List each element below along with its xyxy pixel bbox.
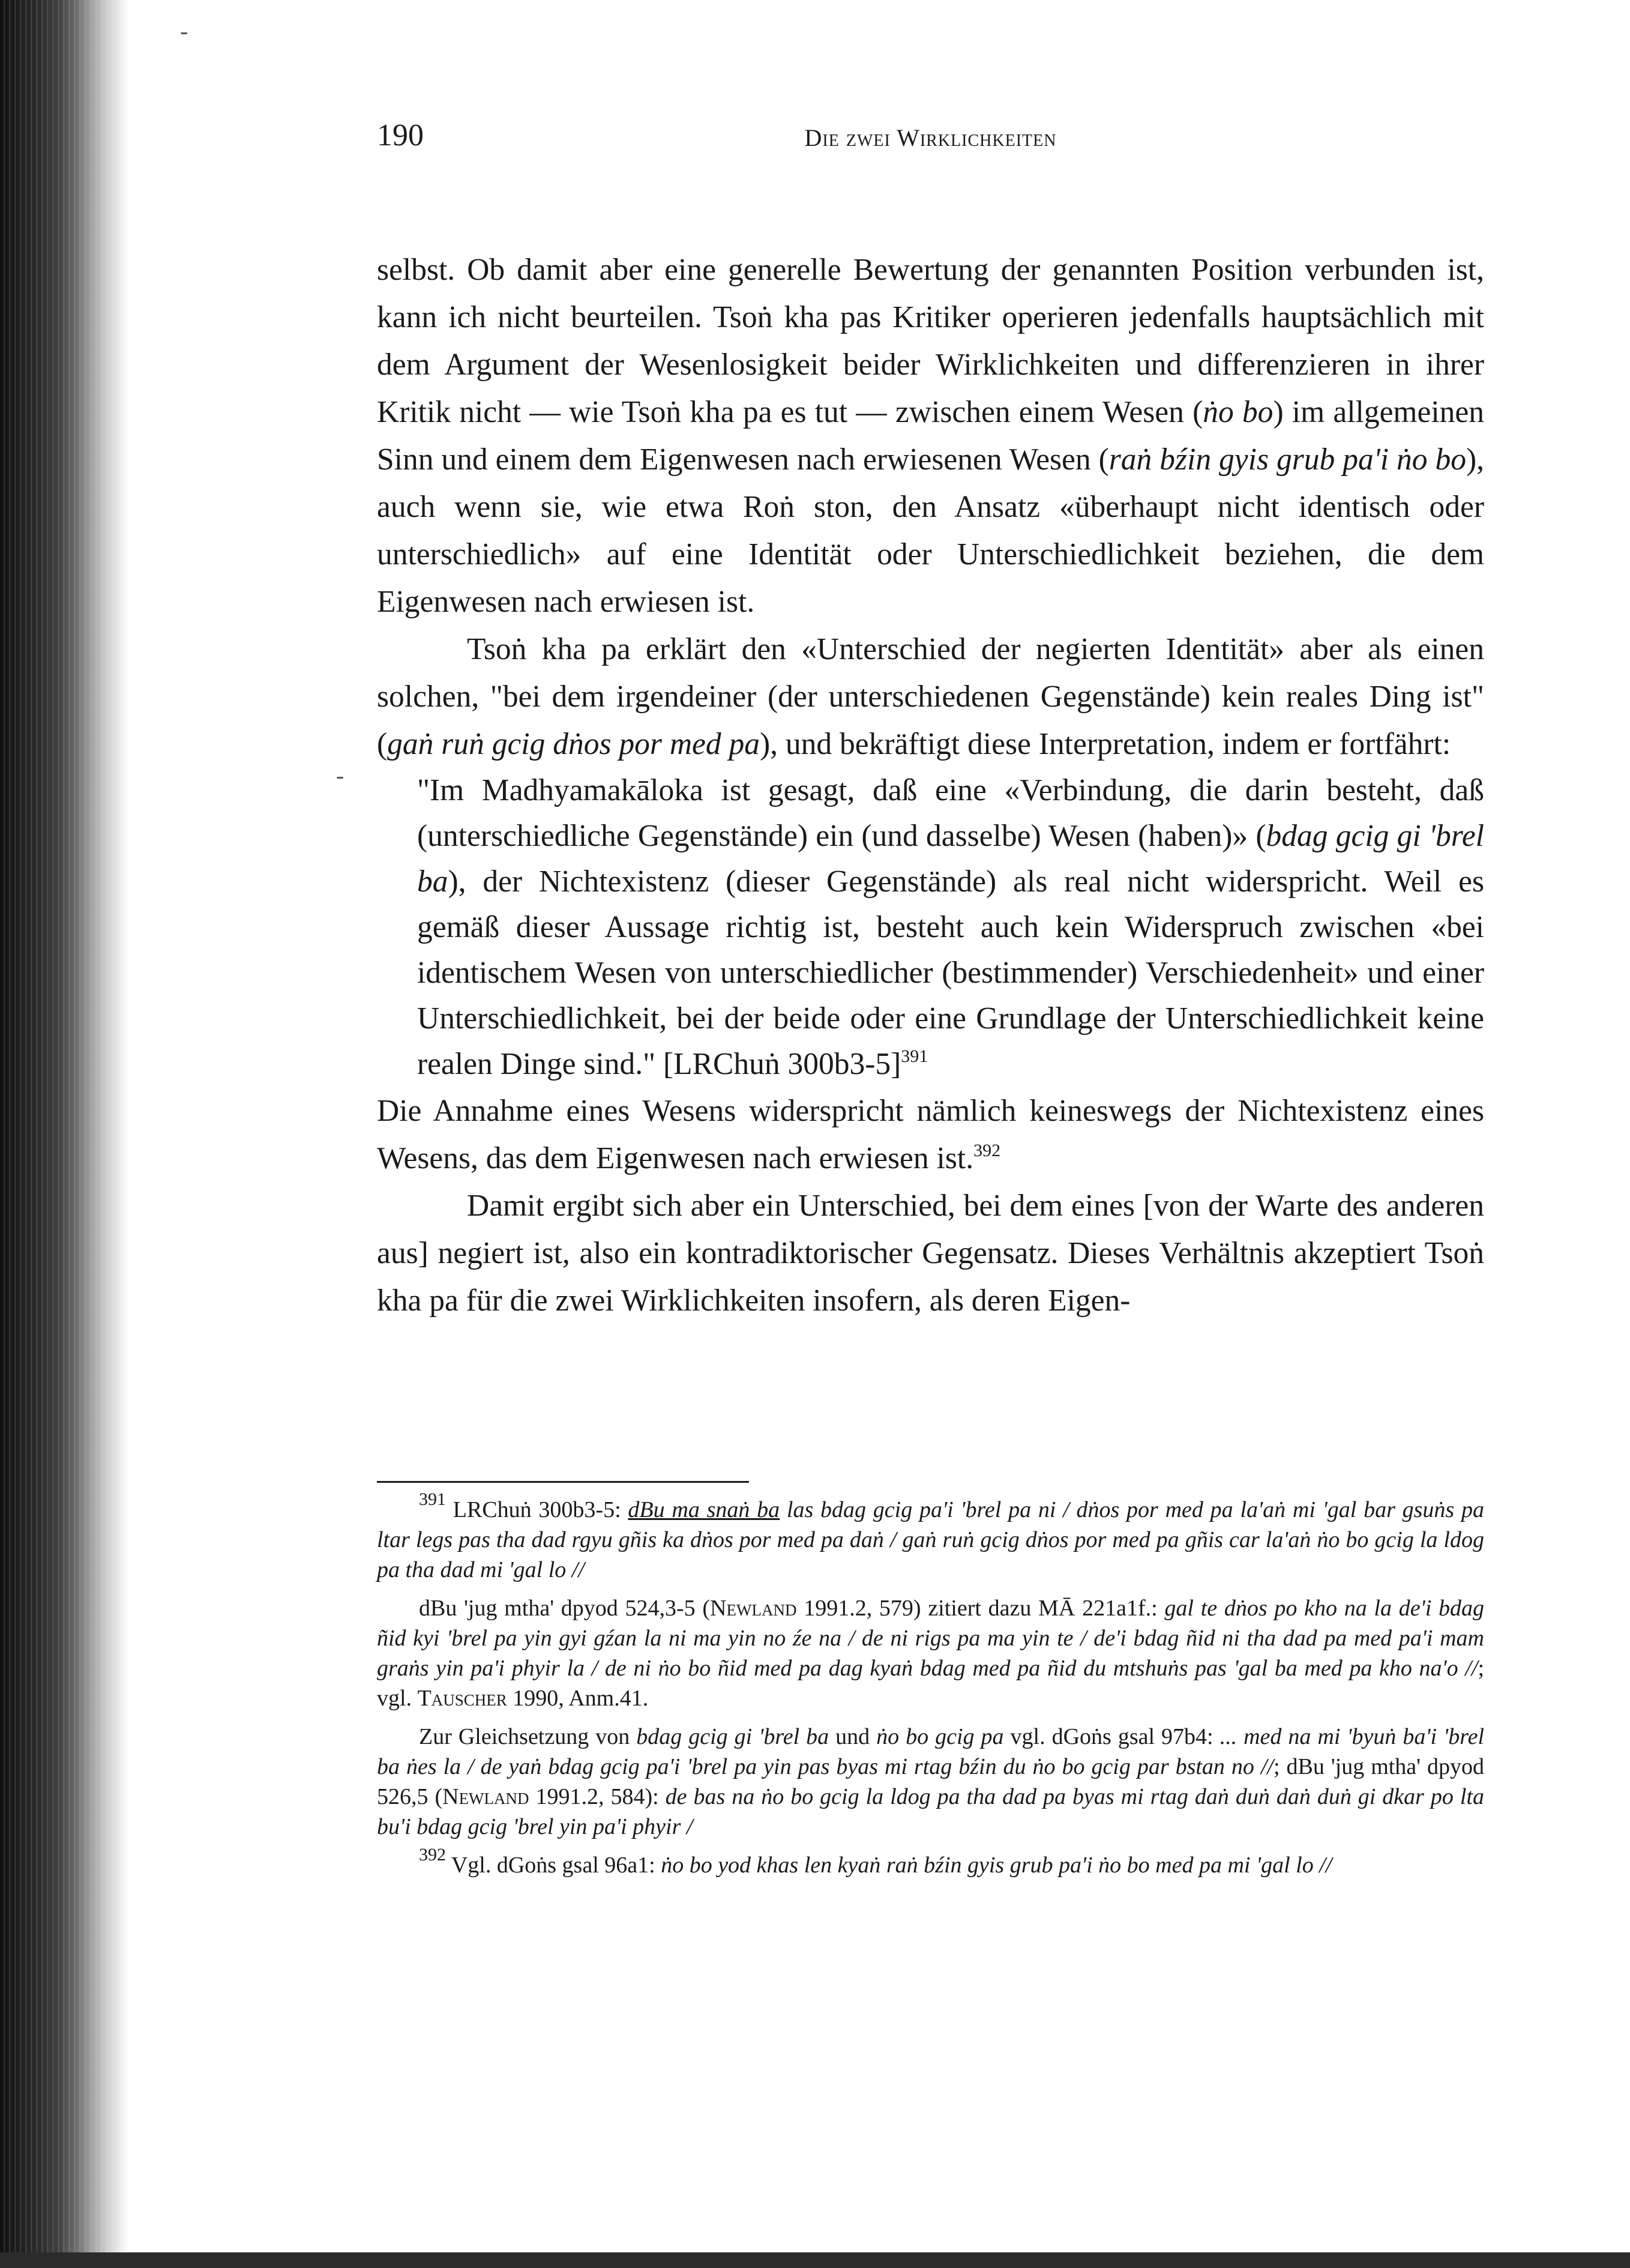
paragraph-4: Damit ergibt sich aber ein Unterschied, bei dem eines [von der Warte des anderen aus] negiert ist, also ein kontradiktorischer Gegensatz. Dieses Verhältnis akzeptiert Tsoṅ kha pa für die zwei Wirklichkeiten insofern, als deren Eigen- [377, 1189, 1484, 1318]
paragraph-3: Die Annahme eines Wesens widerspricht nämlich keineswegs der Nichtexistenz eines Wesens, das dem Eigenwesen nach erwiesen ist.$^{392}$ [377, 1094, 1484, 1175]
footnotes [377, 1489, 1485, 1889]
margin-mark: - [336, 762, 344, 789]
scan-bottom-edge [0, 2252, 1630, 2268]
paragraph-1: selbst. Ob damit aber eine generelle Bewertung der genannten Position verbunden ist, kann ich nicht beurteilen. Tsoṅ kha pas Kritiker operieren jedenfalls hauptsächlich mit dem Argument der Wesenlosigkeit beider Wirklichkeiten und differenzieren in ihrer Kritik nicht — wie Tsoṅ kha pa es tut — zwischen einem Wesen (ṅo bo) im allgemeinen Sinn und einem dem Eigenwesen nach erwiesenen Wesen (raṅ bźin gyis grub pa'i ṅo bo), auch wenn sie, wie etwa Roṅ ston, den Ansatz «überhaupt nicht identisch oder unterschiedlich» auf eine Identität oder Unterschiedlichkeit beziehen, die dem Eigenwesen nach erwiesen ist. [377, 253, 1485, 619]
page-header [377, 118, 1484, 160]
binding-gutter-shadow [0, 0, 129, 2268]
block-quote: "Im Madhyamakāloka ist gesagt, daß eine «Verbindung, die darin besteht, daß (unterschiedliche Gegenstände) ein (und dasselbe) Wesen (haben)» (bdag gcig gi 'brel ba), der Nichtexistenz (dieser Gegenstände) als real nicht widerspricht. Weil es gemäß dieser Aussage richtig ist, besteht auch kein Widerspruch zwischen «bei identischem Wesen von unterschiedlicher (bestimmender) Verschiedenheit» und einer Unterschiedlichkeit, bei der beide oder eine Grundlage der Unterschiedlichkeit keine realen Dinge sind." [LRChuṅ 300b3-5]$^{391}$ [417, 773, 1484, 1081]
main-text [377, 246, 1484, 1324]
page-number: 190 [377, 118, 424, 152]
footnote-391-comparison: Zur Gleichsetzung von bdag gcig gi 'brel ba und ṅo bo gcig pa vgl. dGoṅs gsal 97b4: ... med na mi 'byuṅ ba'i 'brel ba ṅes la / de yaṅ bdag gcig pa'i 'brel pa yin pas byas mi rtag bźin du ṅo bo gcig par bstan no //; dBu 'jug mtha' dpyod 526,5 (Newland 1991.2, 584): de bas na ṅo bo gcig la ldog pa tha dad pa byas mi rtag daṅ duṅ daṅ duṅ gi dkar po lta bu'i bdag gcig 'brel yin pa'i phyir / [377, 1724, 1485, 1839]
running-head: Die zwei Wirklichkeiten [804, 124, 1057, 151]
paragraph-2: Tsoṅ kha pa erklärt den «Unterschied der negierten Identität» aber als einen solchen, "bei dem irgendeiner (der unterschiedenen Gegenstände) kein reales Ding ist" (gaṅ ruṅ gcig dṅos por med pa), und bekräftigt diese Interpretation, indem er fortfährt: [377, 632, 1484, 761]
footnote-392: $^{392}$ Vgl. dGoṅs gsal 96a1: ṅo bo yod khas len kyaṅ raṅ bźin gyis grub pa'i ṅo bo med pa mi 'gal lo // [419, 1845, 1332, 1878]
footnote-ref-392: 392 [973, 1141, 1001, 1160]
footnote-391-continued: dBu 'jug mtha' dpyod 524,3-5 (Newland 1991.2, 579) zitiert dazu MĀ 221a1f.: gal te dṅos po kho na la de'i bdag ñid kyi 'brel pa yin gyi gźan la ni ma yin no źe na / de ni rigs pa ma yin te / de'i bdag ñid ni tha dad pa med pa'i mam graṅs yin pa'i phyir la / de ni ṅo bo ñid med pa dag kyaṅ bdag med pa ñid du mtshuṅs pas 'gal ba med pa kho na'o //; vgl. Tauscher 1990, Anm.41. [377, 1596, 1485, 1711]
scan-mark: - [180, 17, 188, 44]
footnote-391: $^{391}$ LRChuṅ 300b3-5: dBu ma snaṅ ba las bdag gcig pa'i 'brel pa ni / dṅos por med pa la'aṅ mi 'gal bar gsuṅs pa ltar legs pas tha dad rgyu gñis ka dṅos por med pa daṅ / gaṅ ruṅ gcig dṅos por med pa gñis car la'aṅ ṅo bo gcig la ldog pa tha dad mi 'gal lo // [377, 1489, 1484, 1582]
footnote-rule [377, 1481, 749, 1483]
footnote-ref-391: 391 [901, 1046, 928, 1066]
